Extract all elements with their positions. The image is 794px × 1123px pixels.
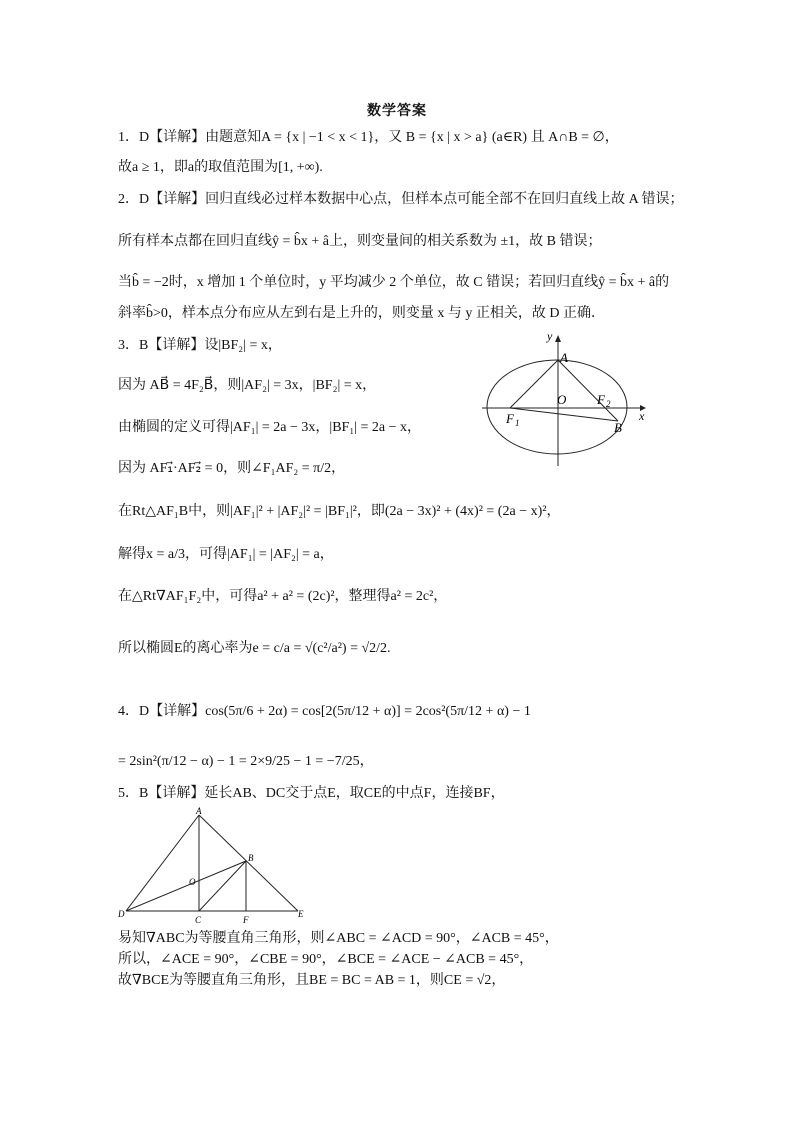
point-b-label: B (614, 420, 622, 435)
answer-5-line-3: 所以，∠ACE = 90°，∠CBE = 90°，∠BCE = ∠ACE − ∠ACB = 45°， (118, 952, 534, 967)
y-axis-arrow (555, 335, 561, 342)
answer-3-line-8: 所以椭圆E的离心率为e = c/a = √(c²/a²) = √2/2. (118, 641, 391, 656)
segment-f1b (510, 408, 618, 421)
point-a-label: A (196, 806, 202, 816)
answer-4-line-2: = 2sin²(π/12 − α) − 1 = 2×9/25 − 1 = −7/25， (118, 754, 374, 769)
answer-3-line-1: 3．B【详解】设|BF₂| = x， (118, 338, 282, 353)
point-a-label: A (560, 350, 568, 365)
segment-ab (558, 360, 618, 421)
point-c-label: C (195, 915, 202, 925)
answer-2-line-1: 2．D【详解】回归直线必过样本数据中心点，但样本点可能全部不在回归直线上故 A 错误； (118, 192, 684, 207)
segment-cb (199, 861, 246, 911)
point-d-label: D (118, 909, 125, 919)
answer-2-line-4: 斜率b̂>0，样本点分布应从左到右是上升的，则变量 x 与 y 正相关，故 D 正确． (118, 306, 606, 321)
page-title: 数学答案 (367, 104, 427, 119)
origin-label: O (557, 392, 567, 407)
answer-3-line-5: 在Rt△AF₁B中，则|AF₁|² + |AF₂|² = |BF₁|²，即(2a − 3x)² + (4x)² = (2a − x)²， (118, 504, 561, 519)
segment-ae (199, 815, 298, 911)
y-axis-label: y (547, 330, 553, 343)
point-f1-label: F (506, 411, 514, 426)
point-b-label: B (248, 853, 254, 863)
point-e-label: E (298, 909, 304, 919)
answer-3-line-6: 解得x = a/3，可得|AF₁| = |AF₂| = a， (118, 547, 334, 562)
answer-2-line-3: 当b̂ = −2时，x 增加 1 个单位时，y 平均减少 2 个单位，故 C 错误；若回归直线ŷ = b̂x + â的 (118, 275, 670, 290)
point-o-label: O (189, 877, 196, 887)
segment-da (126, 815, 199, 911)
answer-5-line-2: 易知∇ABC为等腰直角三角形，则∠ABC = ∠ACD = 90°，∠ACB = 45°， (118, 931, 559, 946)
x-axis-label: x (639, 409, 645, 423)
answer-3-line-7: 在△Rt∇AF₁F₂中，可得a² + a² = (2c)²，整理得a² = 2c²， (118, 589, 448, 604)
answer-4-line-1: 4．D【详解】cos(5π/6 + 2α) = cos[2(5π/12 + α)] = 2cos²(5π/12 + α) − 1 (118, 704, 531, 719)
ellipse-figure (480, 330, 650, 470)
answer-5-line-4: 故∇BCE为等腰直角三角形，且BE = BC = AB = 1，则CE = √2， (118, 973, 506, 988)
segment-db (126, 861, 246, 911)
point-f2-subscript: 2 (606, 399, 611, 409)
segment-af1 (510, 360, 558, 408)
answer-3-line-2: 因为 AB⃗ = 4F₂B⃗，则|AF₂| = 3x，|BF₂| = x， (118, 378, 377, 393)
answer-3-line-3: 由椭圆的定义可得|AF₁| = 2a − 3x，|BF₁| = 2a − x， (118, 420, 422, 435)
point-f1-subscript: 1 (515, 418, 520, 428)
answer-1-line-2: 故a ≥ 1，即a的取值范围为[1, +∞). (118, 160, 323, 175)
answer-1-line-1: 1．D【详解】由题意知A = {x | −1 < x < 1}，又 B = {x | x > a} (a∈R) 且 A∩B = ∅， (118, 130, 619, 145)
triangle-figure (112, 805, 312, 925)
answer-5-line-1: 5．B【详解】延长AB、DC交于点E，取CE的中点F，连接BF， (118, 786, 505, 801)
answer-3-line-4: 因为 AF₁⃗·AF₂⃗ = 0，则∠F₁AF₂ = π/2， (118, 461, 346, 476)
point-f-label: F (243, 915, 249, 925)
answer-2-line-2: 所有样本点都在回归直线ŷ = b̂x + â上，则变量间的相关系数为 ±1，故 B 错误； (118, 234, 602, 249)
point-f2-label: F (597, 392, 605, 407)
